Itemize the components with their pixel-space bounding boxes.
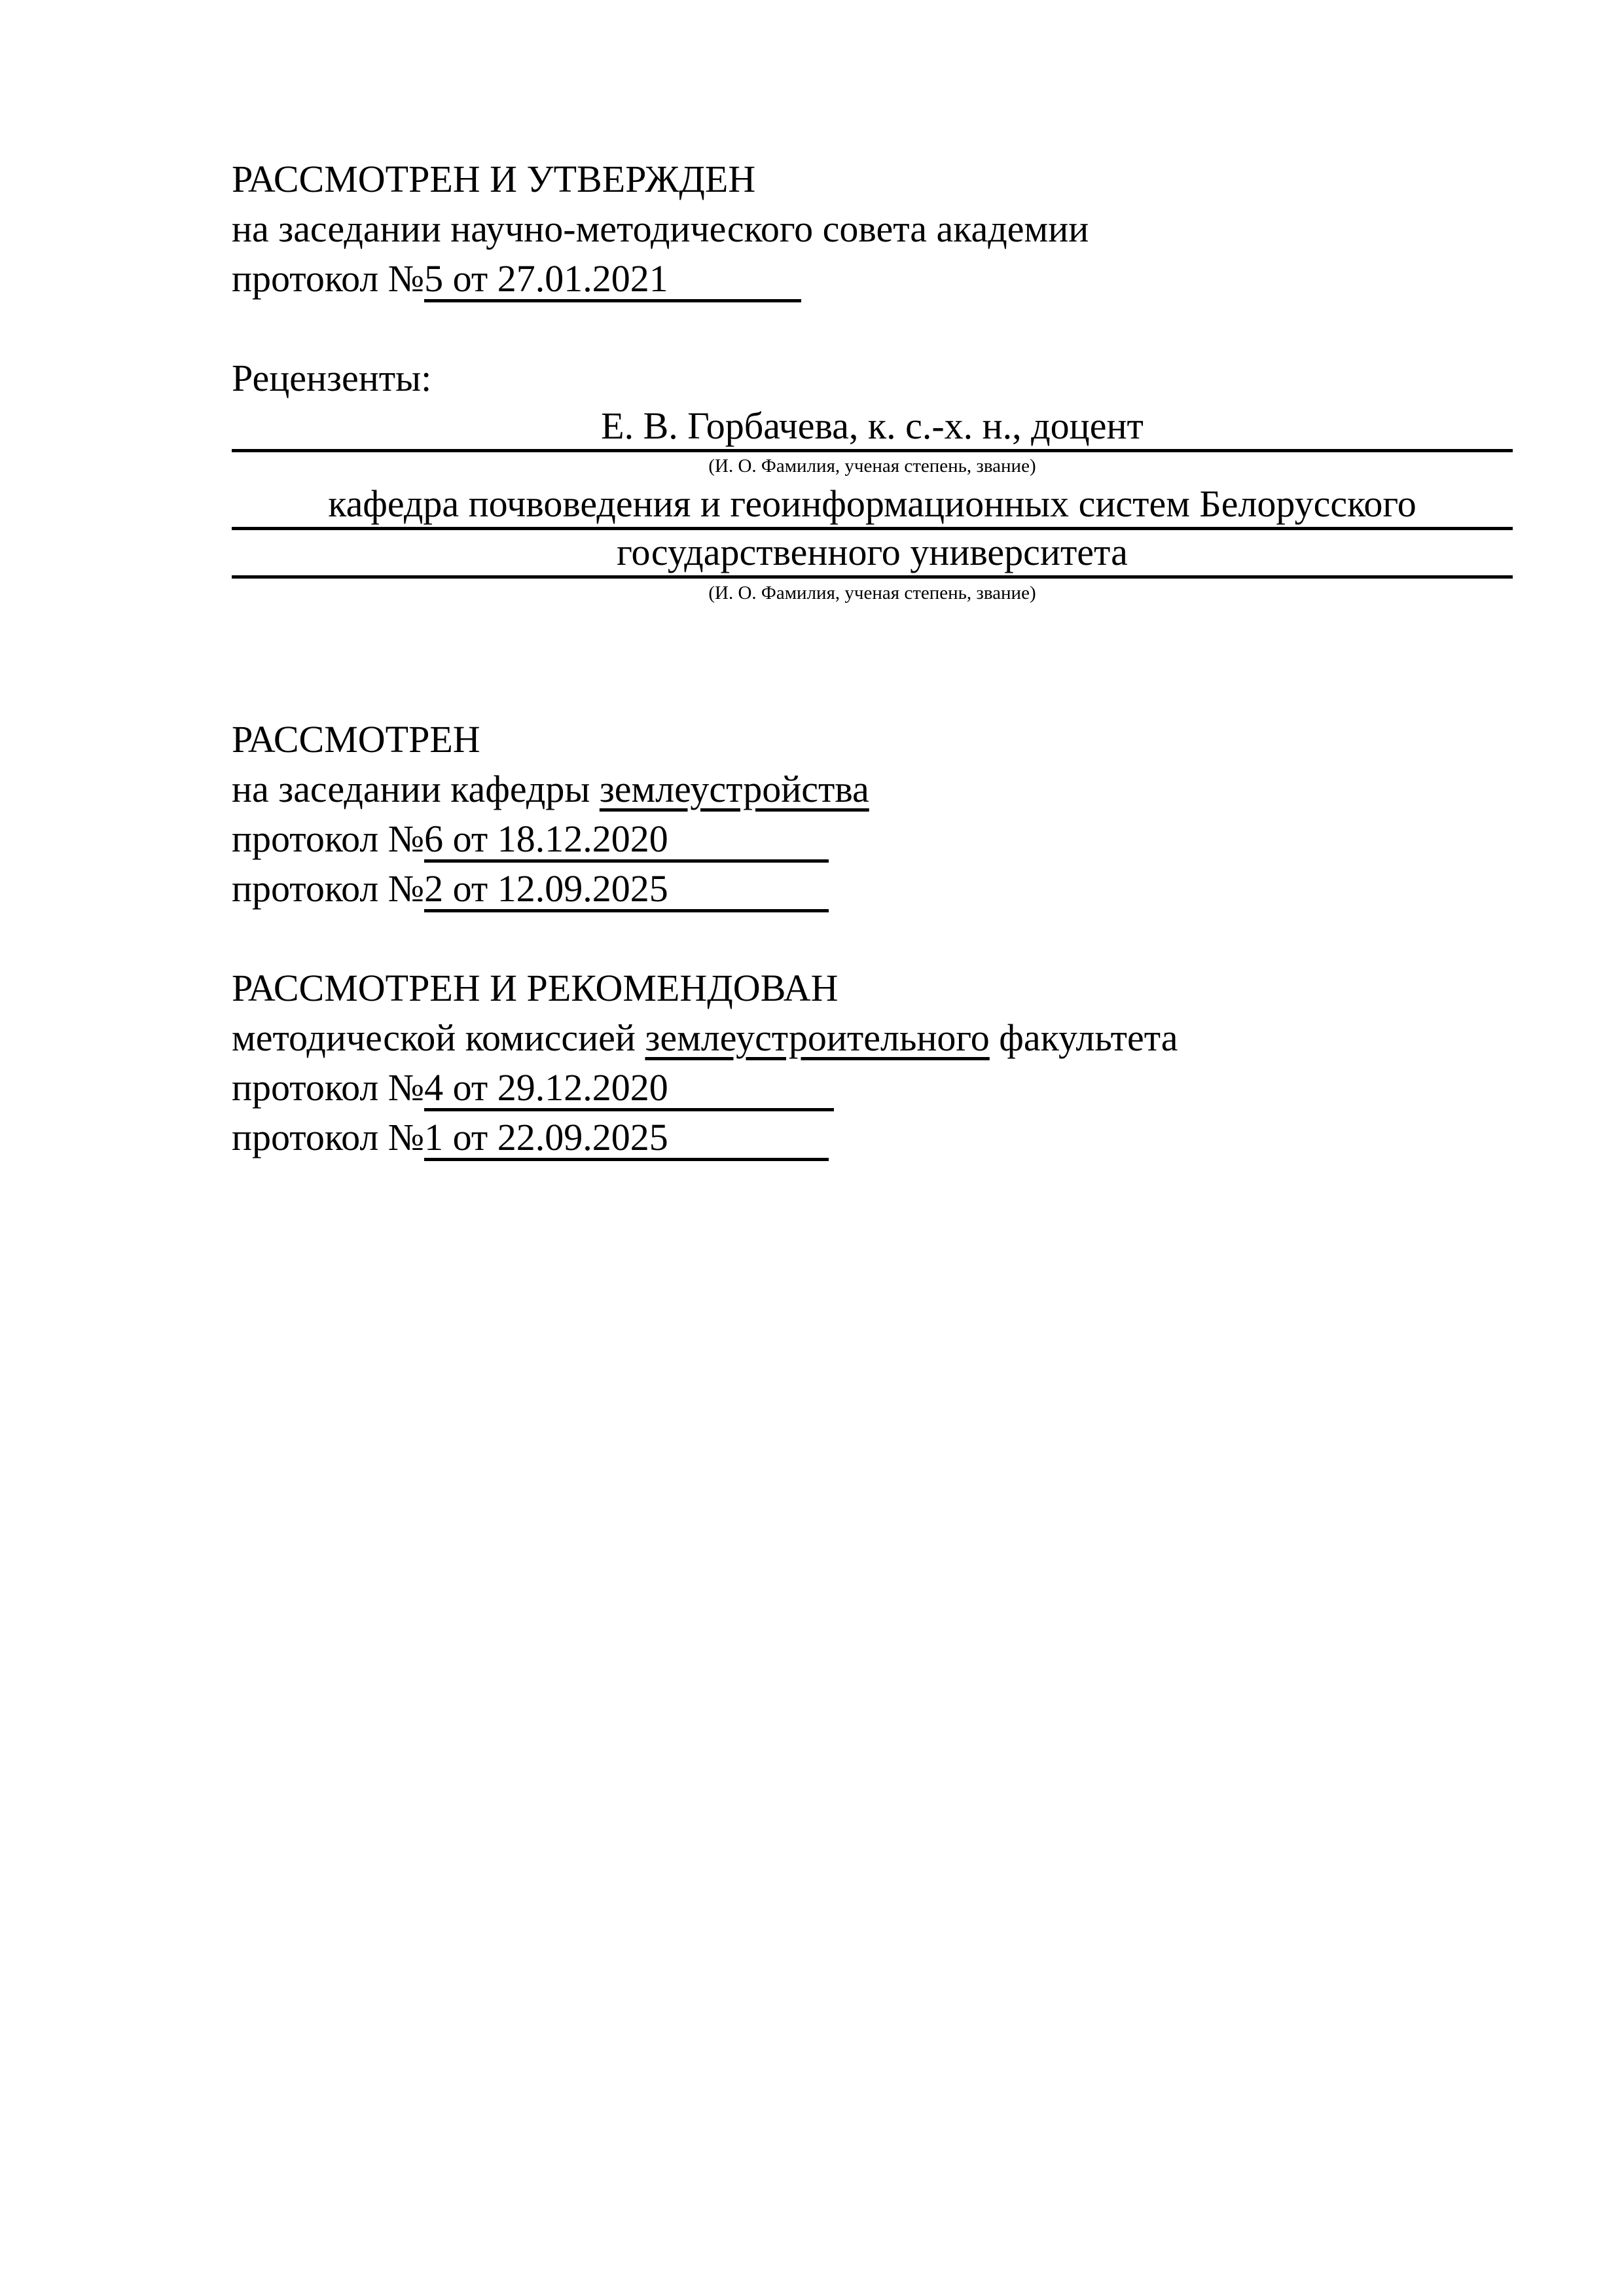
faculty-review-heading: РАССМОТРЕН И РЕКОМЕНДОВАН [232,967,839,1009]
protocol-value: 1 от 22.09.2025 [424,1117,829,1161]
faculty-prefix: методической комиссией [232,1016,645,1059]
protocol-value: 6 от 18.12.2020 [424,819,829,863]
reviewers-label: Рецензенты: [232,357,432,399]
reviewer-1-caption: (И. О. Фамилия, ученая степень, звание) [708,456,1036,476]
council-protocol [232,254,801,304]
reviewer-2-line-1: кафедра почвоведения и геоинформационных систем Белорусского [232,481,1513,530]
faculty-review-text [232,1013,1178,1063]
council-approval-heading: РАССМОТРЕН И УТВЕРЖДЕН [232,158,756,200]
protocol-prefix: протокол № [232,257,425,300]
faculty-suffix: факультета [989,1016,1178,1059]
reviewer-1-name: Е. В. Горбачева, к. с.-х. н., доцент [232,403,1513,452]
protocol-prefix: протокол № [232,1116,425,1158]
faculty-name: землеустроительного [645,1016,990,1059]
reviewer-2-caption: (И. О. Фамилия, ученая степень, звание) [708,583,1036,603]
reviewer-2-line-2: государственного университета [232,529,1513,579]
department-protocol-2 [232,864,829,914]
protocol-value: 5 от 27.01.2021 [424,259,801,302]
department-name: землеустройства [599,768,869,810]
protocol-value: 4 от 29.12.2020 [424,1067,834,1111]
faculty-protocol-2 [232,1113,829,1162]
protocol-prefix: протокол № [232,1066,425,1109]
protocol-prefix: протокол № [232,867,425,910]
protocol-value: 2 от 12.09.2025 [424,869,829,912]
faculty-protocol-1 [232,1063,834,1113]
department-review-heading: РАССМОТРЕН [232,718,480,761]
department-protocol-1 [232,814,829,864]
department-review-text [232,764,869,814]
protocol-prefix: протокол № [232,817,425,860]
council-approval-text: на заседании научно-методического совета академии [232,207,1089,250]
department-prefix: на заседании кафедры [232,768,600,810]
